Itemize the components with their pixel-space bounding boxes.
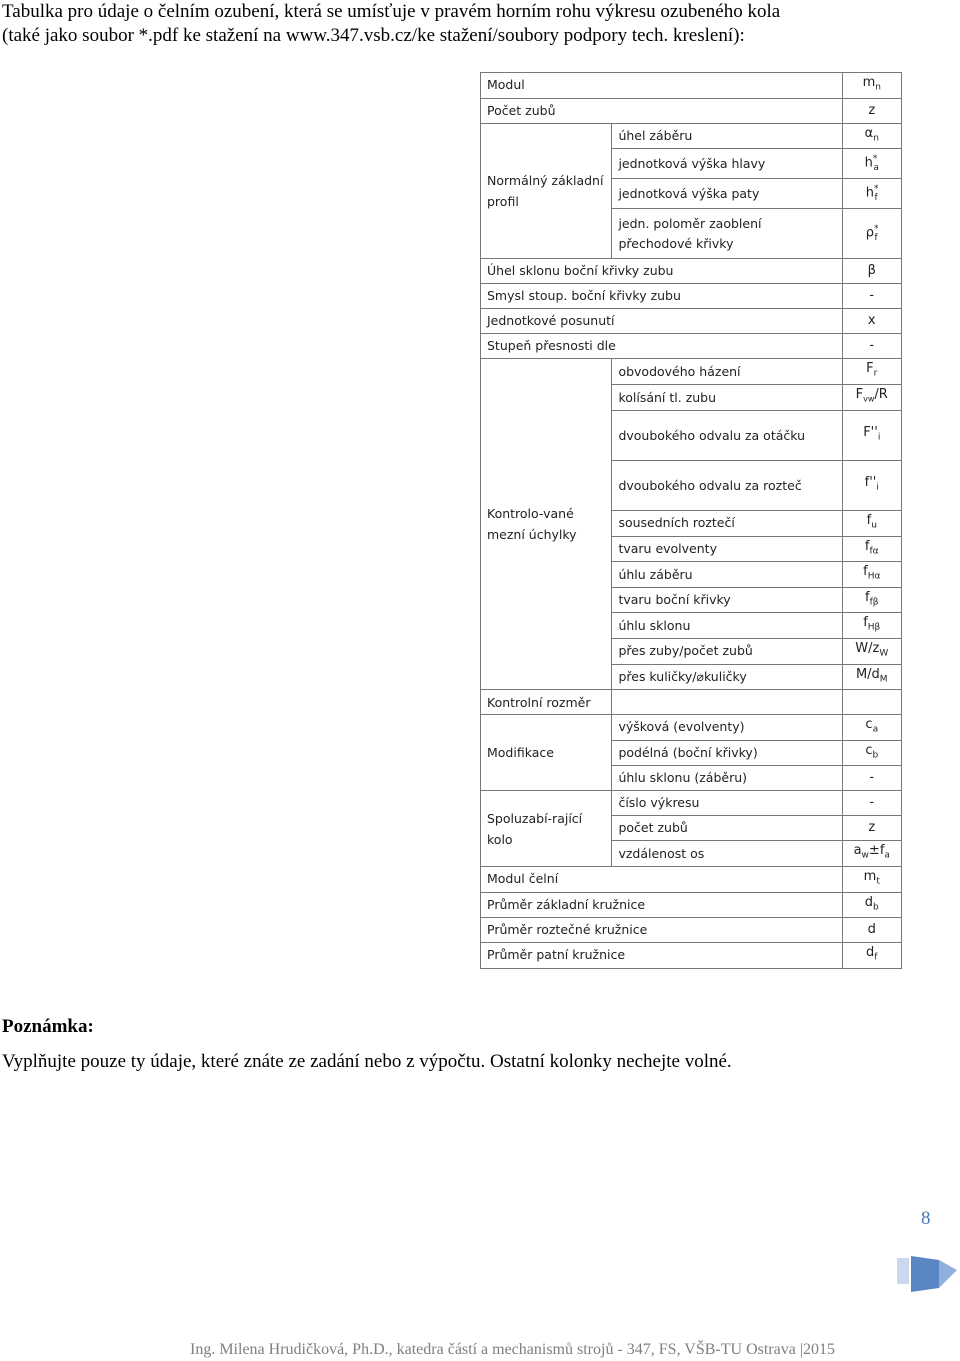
row-label-smysl-stoupani: Smysl stoup. boční křivky zubu bbox=[481, 284, 843, 309]
decor-block bbox=[897, 1258, 909, 1284]
sub-label: vzdálenost os bbox=[612, 841, 842, 867]
sub-symbol: $c_a$ bbox=[842, 715, 901, 741]
group-label-kontrolovane: Kontrolo-vané mezní úchylky bbox=[481, 359, 612, 690]
sub-symbol: $a_w\pm f_a$ bbox=[842, 841, 901, 867]
sub-symbol: $f_{H\alpha}$ bbox=[842, 562, 901, 588]
sub-symbol: $f_{H\beta}$ bbox=[842, 613, 901, 639]
note-text: Vyplňujte pouze ty údaje, které znáte ze zadání nebo z výpočtu. Ostatní kolonky nechejte volné. bbox=[2, 1051, 732, 1072]
decor-page bbox=[911, 1256, 939, 1292]
sub-label: počet zubů bbox=[612, 816, 842, 841]
sub-label: úhel záběru bbox=[612, 123, 842, 149]
sub-label: jedn. poloměr zaoblení přechodové křivky bbox=[612, 209, 842, 259]
sub-symbol: $h^*_f$ bbox=[842, 179, 901, 209]
sub-label: dvoubokého odvalu za rozteč bbox=[612, 461, 842, 511]
sub-label: přes kuličky/⌀kuličky bbox=[612, 664, 842, 690]
sub-label: sousedních roztečí bbox=[612, 511, 842, 537]
sub-symbol: $f''_i$ bbox=[842, 461, 901, 511]
row-label-pocet-zubu: Počet zubů bbox=[481, 98, 843, 123]
row-symbol-pocet-zubu: z bbox=[842, 98, 901, 123]
sub-label: úhlu záběru bbox=[612, 562, 842, 588]
gear-data-table bbox=[480, 72, 902, 963]
sub-label: číslo výkresu bbox=[612, 791, 842, 816]
row-symbol-posunuti: x bbox=[842, 309, 901, 334]
group-label-spoluzabirajici: Spoluzabí-rající kolo bbox=[481, 791, 612, 867]
row-symbol-prumer-zakladni: $d_b$ bbox=[842, 892, 901, 918]
note-title: Poznámka: bbox=[2, 1016, 94, 1037]
sub-label: kolísání tl. zubu bbox=[612, 385, 842, 411]
group-label-kontrolni-rozmer: Kontrolní rozměr bbox=[481, 690, 612, 715]
intro-line-2: (také jako soubor *.pdf ke stažení na www.347.vsb.cz/ke stažení/soubory podpory tech. kreslení): bbox=[2, 25, 745, 46]
sub-symbol bbox=[842, 690, 901, 715]
sub-label: podélná (boční křivky) bbox=[612, 740, 842, 766]
footer-text: Ing. Milena Hrudičková, Ph.D., katedra částí a mechanismů strojů - 347, FS, VŠB-TU Ostrava |2015 bbox=[190, 1341, 836, 1358]
page-number: 8 bbox=[921, 1208, 931, 1229]
sub-symbol: $\alpha_n$ bbox=[842, 123, 901, 149]
row-label-modul-celni: Modul čelní bbox=[481, 866, 843, 892]
row-symbol-modul-celni: $m_t$ bbox=[842, 866, 901, 892]
sub-label: tvaru evolventy bbox=[612, 536, 842, 562]
group-label-normalny-profil: Normálný základní profil bbox=[481, 123, 612, 258]
decor-arrow bbox=[939, 1260, 957, 1288]
sub-symbol: $F''_i$ bbox=[842, 411, 901, 461]
gear-table bbox=[480, 72, 902, 969]
sub-symbol: z bbox=[842, 816, 901, 841]
sub-label bbox=[612, 690, 842, 715]
intro-text bbox=[2, 0, 958, 48]
sub-symbol: $M/d_M$ bbox=[842, 664, 901, 690]
row-label-modul: Modul bbox=[481, 73, 843, 99]
sub-symbol: - bbox=[842, 766, 901, 791]
sub-label: úhlu sklonu (záběru) bbox=[612, 766, 842, 791]
sub-symbol: $h^*_a$ bbox=[842, 149, 901, 179]
sub-label: přes zuby/počet zubů bbox=[612, 639, 842, 665]
row-symbol-uhel-sklonu: β bbox=[842, 259, 901, 284]
sub-label: jednotková výška hlavy bbox=[612, 149, 842, 179]
row-symbol-smysl-stoupani: - bbox=[842, 284, 901, 309]
row-label-prumer-patni: Průměr patní kružnice bbox=[481, 943, 843, 969]
sub-label: jednotková výška paty bbox=[612, 179, 842, 209]
row-symbol-modul: $m_n$ bbox=[842, 73, 901, 99]
sub-symbol: - bbox=[842, 791, 901, 816]
page-corner-icon bbox=[895, 1250, 960, 1295]
sub-label: tvaru boční křivky bbox=[612, 587, 842, 613]
intro-line-1: Tabulka pro údaje o čelním ozubení, která se umísťuje v pravém horním rohu výkresu ozubeného kola bbox=[2, 1, 781, 22]
sub-symbol: $f_{f\beta}$ bbox=[842, 587, 901, 613]
sub-symbol: $\rho^*_f$ bbox=[842, 209, 901, 259]
row-label-prumer-zakladni: Průměr základní kružnice bbox=[481, 892, 843, 918]
sub-label: obvodového házení bbox=[612, 359, 842, 385]
sub-label: dvoubokého odvalu za otáčku bbox=[612, 411, 842, 461]
row-label-prumer-roztecne: Průměr roztečné kružnice bbox=[481, 918, 843, 943]
sub-symbol: $F_r$ bbox=[842, 359, 901, 385]
sub-label: výšková (evolventy) bbox=[612, 715, 842, 741]
sub-symbol: $f_u$ bbox=[842, 511, 901, 537]
sub-symbol: $W/z_W$ bbox=[842, 639, 901, 665]
sub-symbol: $f_{f\alpha}$ bbox=[842, 536, 901, 562]
row-label-uhel-sklonu: Úhel sklonu boční křivky zubu bbox=[481, 259, 843, 284]
row-symbol-prumer-patni: $d_f$ bbox=[842, 943, 901, 969]
row-symbol-stupen-presnosti: - bbox=[842, 334, 901, 359]
sub-symbol: $F_{vw}/R$ bbox=[842, 385, 901, 411]
row-label-stupen-presnosti: Stupeň přesnosti dle bbox=[481, 334, 843, 359]
row-label-posunuti: Jednotkové posunutí bbox=[481, 309, 843, 334]
row-symbol-prumer-roztecne: d bbox=[842, 918, 901, 943]
sub-symbol: $c_b$ bbox=[842, 740, 901, 766]
group-label-modifikace: Modifikace bbox=[481, 715, 612, 791]
sub-label: úhlu sklonu bbox=[612, 613, 842, 639]
